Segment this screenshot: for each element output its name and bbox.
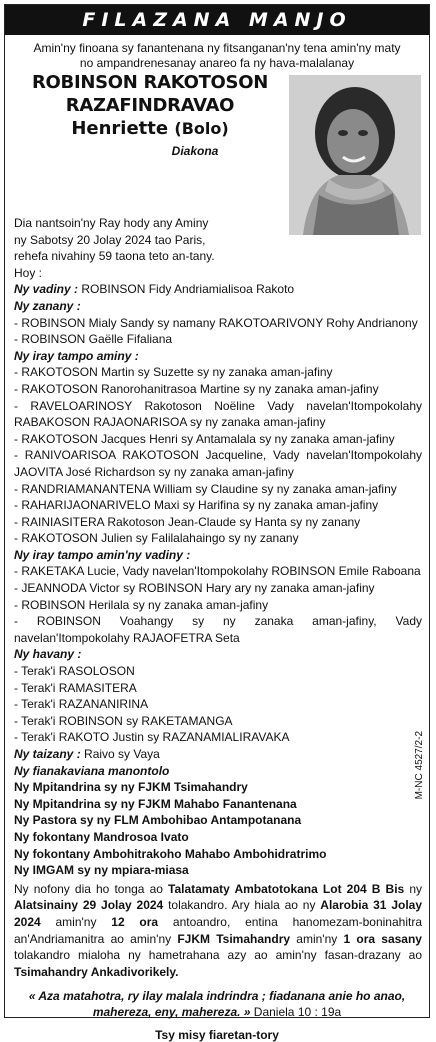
institution-line: Ny Pastora sy ny FLM Ambohibao Antampotanana bbox=[14, 813, 302, 828]
details-text: tolakandro. Ary hiala ao ny bbox=[163, 898, 321, 913]
bible-quote bbox=[5, 988, 429, 1020]
list-item: - RAKETAKA Lucie, Vady navelan'Itompokolahy ROBINSON Emile Raboana bbox=[14, 564, 421, 579]
zanany-heading: Ny zanany : bbox=[14, 298, 81, 313]
details-text: ny bbox=[404, 881, 423, 896]
obituary-notice bbox=[4, 4, 430, 1042]
banner-title: FILAZANA MANJO bbox=[82, 9, 352, 31]
list-item: - Terak'i ROBINSON sy RAKETAMANGA bbox=[14, 713, 233, 728]
institution-line: Ny Mpitandrina sy ny FJKM Tsimahandry bbox=[14, 780, 248, 795]
siblings-list bbox=[14, 364, 422, 547]
details-text: amin'ny bbox=[40, 914, 112, 929]
details-time: 12 ora bbox=[111, 914, 159, 929]
portrait-photo bbox=[289, 75, 421, 235]
fianakaviana-line: Ny fianakaviana manontolo bbox=[14, 763, 170, 778]
deceased-name bbox=[5, 71, 295, 158]
list-item: - Terak'i RAKOTO Justin sy RAZANAMIALIRAVAKA bbox=[14, 730, 290, 745]
taizany-names: Raivo sy Vaya bbox=[80, 747, 160, 761]
list-item: RABAKOSON RAJAONARISOA sy ny zanaka aman-jafiny bbox=[14, 415, 326, 430]
list-item: - ROBINSON Mialy Sandy sy namany RAKOTOARIVONY Rohy Andrianony bbox=[14, 315, 418, 330]
taizany-entry bbox=[14, 746, 422, 763]
intro-line: Amin'ny finoana sy fanantenana ny fitsanganan'ny tena amin'ny maty bbox=[33, 41, 401, 55]
first-name: Henriette bbox=[71, 118, 169, 139]
details-text: antoandro, entina hanomezam-boninahitra an'Andriamanitra ao amin'ny bbox=[14, 914, 422, 946]
quote-reference: Daniela 10 : 19a bbox=[250, 1005, 342, 1020]
list-item: - RAKOTOSON Julien sy Falilalahaingo sy ny zanany bbox=[14, 531, 299, 546]
death-notice-line: rehefa nivahiny 59 taona teto an-tany. bbox=[14, 249, 215, 264]
list-item: - ROBINSON Gaëlle Fifaliana bbox=[14, 332, 173, 347]
list-item: - RAKOTOSON Martin sy Suzette sy ny zanaka aman-jafiny bbox=[14, 365, 333, 380]
list-item: - JEANNODA Victor sy ROBINSON Hary ary ny zanaka aman-jafiny bbox=[14, 581, 375, 596]
name-line-2: RAZAFINDRAVAO bbox=[65, 95, 235, 116]
name-line-1: ROBINSON RAKOTOSON bbox=[32, 72, 268, 93]
list-item: JAOVITA José Richardson sy ny zanaka aman-jafiny bbox=[14, 464, 294, 479]
list-item: - Terak'i RASOLOSON bbox=[14, 664, 135, 679]
list-item: - Terak'i RAZANANIRINA bbox=[14, 697, 149, 712]
notice-body bbox=[5, 215, 429, 879]
death-notice-line: Dia nantsoin'ny Ray hody any Aminy bbox=[14, 216, 209, 230]
funeral-details bbox=[5, 879, 429, 981]
spouse-siblings-list bbox=[14, 563, 422, 646]
siblings-heading: Ny iray tampo aminy : bbox=[14, 348, 139, 363]
details-text: tolakandro mialoha ny hametrahana azy ao amin'ny fasan-drazany ao bbox=[14, 948, 422, 963]
quote-text: mahereza, eny, mahereza. » bbox=[92, 1005, 251, 1020]
institution-line: Ny fokontany Ambohitrakoho Mahabo Ambohidratrimo bbox=[14, 846, 327, 861]
list-item: navelan'Itompokolahy RAJAOFETRA Seta bbox=[14, 630, 240, 645]
quote-line-2 bbox=[5, 1004, 429, 1020]
institution-line: Ny fokontany Mandrosoa Ivato bbox=[14, 829, 189, 844]
list-item: - RANDRIAMANANTENA William sy Claudine sy ny zanaka aman-jafiny bbox=[14, 481, 397, 496]
list-item: - RAKOTOSON Jacques Henri sy Antamalala sy ny zanaka aman-jafiny bbox=[14, 431, 395, 446]
details-location: Talatamaty Ambatotokana Lot 204 B Bis bbox=[168, 881, 405, 896]
list-item: - RAHARIJAONARIVELO Maxi sy Harifina sy ny zanaka aman-jafiny bbox=[14, 498, 379, 513]
list-item: - RAKOTOSON Ranorohanitrasoa Martine sy ny zanaka aman-jafiny bbox=[14, 381, 379, 396]
details-text: Ny nofony dia ho tonga ao bbox=[14, 881, 169, 896]
details-date: Alarobia 31 Jolay 2024 bbox=[14, 898, 422, 929]
role-title: Diakona bbox=[171, 144, 219, 158]
banner bbox=[5, 5, 429, 35]
footer-note: Tsy misy fiaretan-tory bbox=[155, 1028, 279, 1042]
vadiny-entry bbox=[14, 281, 422, 298]
details-text: amin'ny bbox=[290, 931, 344, 946]
taizany-heading: Ny taizany : bbox=[14, 747, 81, 761]
details-time: 1 ora sasany bbox=[343, 931, 422, 946]
list-item: - RAVELOARINOSY Rakotoson Noëline Vady navelan'Itompokolahy bbox=[14, 398, 422, 413]
death-notice-line: ny Sabotsy 20 Jolay 2024 tao Paris, bbox=[14, 232, 206, 247]
name-line-3 bbox=[5, 117, 295, 140]
institution-line: Ny IMGAM sy ny mpiara-miasa bbox=[14, 863, 189, 878]
intro-line: no ampandrenesanay anareo fa ny hava-malalanay bbox=[79, 56, 355, 70]
quote-line: « Aza matahotra, ry ilay malala indrindra ; fiadanana anie ho anao, bbox=[28, 989, 406, 1004]
list-item: - RAINIASITERA Rakotoson Jean-Claude sy Hanta sy ny zanany bbox=[14, 514, 361, 529]
details-church: FJKM Tsimahandry bbox=[177, 931, 291, 946]
vadiny-name: ROBINSON Fidy Andriamialisoa Rakoto bbox=[78, 282, 295, 297]
details-date: Alatsinainy 29 Jolay 2024 bbox=[14, 898, 164, 913]
intro-text bbox=[5, 35, 429, 71]
vadiny-heading: Ny vadiny : bbox=[14, 282, 79, 297]
hoy-label: Hoy : bbox=[14, 265, 43, 280]
institution-line: Ny Mpitandrina sy ny FJKM Mahabo Fanantenana bbox=[14, 796, 297, 811]
spouse-siblings-heading: Ny iray tampo amin'ny vadiny : bbox=[14, 547, 191, 562]
reference-code: M-NC 4527/2-2 bbox=[414, 731, 425, 800]
havany-heading: Ny havany : bbox=[14, 647, 82, 662]
list-item: - RANIVOARISOA RAKOTOSON Jacqueline, Vady navelan'Itompokolahy bbox=[14, 448, 422, 463]
list-item: - Terak'i RAMASITERA bbox=[14, 680, 137, 695]
details-burial-place: Tsimahandry Ankadivorikely. bbox=[14, 964, 179, 979]
nickname: (Bolo) bbox=[174, 119, 229, 138]
header-section bbox=[5, 71, 429, 215]
list-item: - ROBINSON Voahangy sy ny zanaka aman-jafiny, Vady bbox=[14, 614, 422, 629]
list-item: - ROBINSON Herilala sy ny zanaka aman-jafiny bbox=[14, 597, 269, 612]
